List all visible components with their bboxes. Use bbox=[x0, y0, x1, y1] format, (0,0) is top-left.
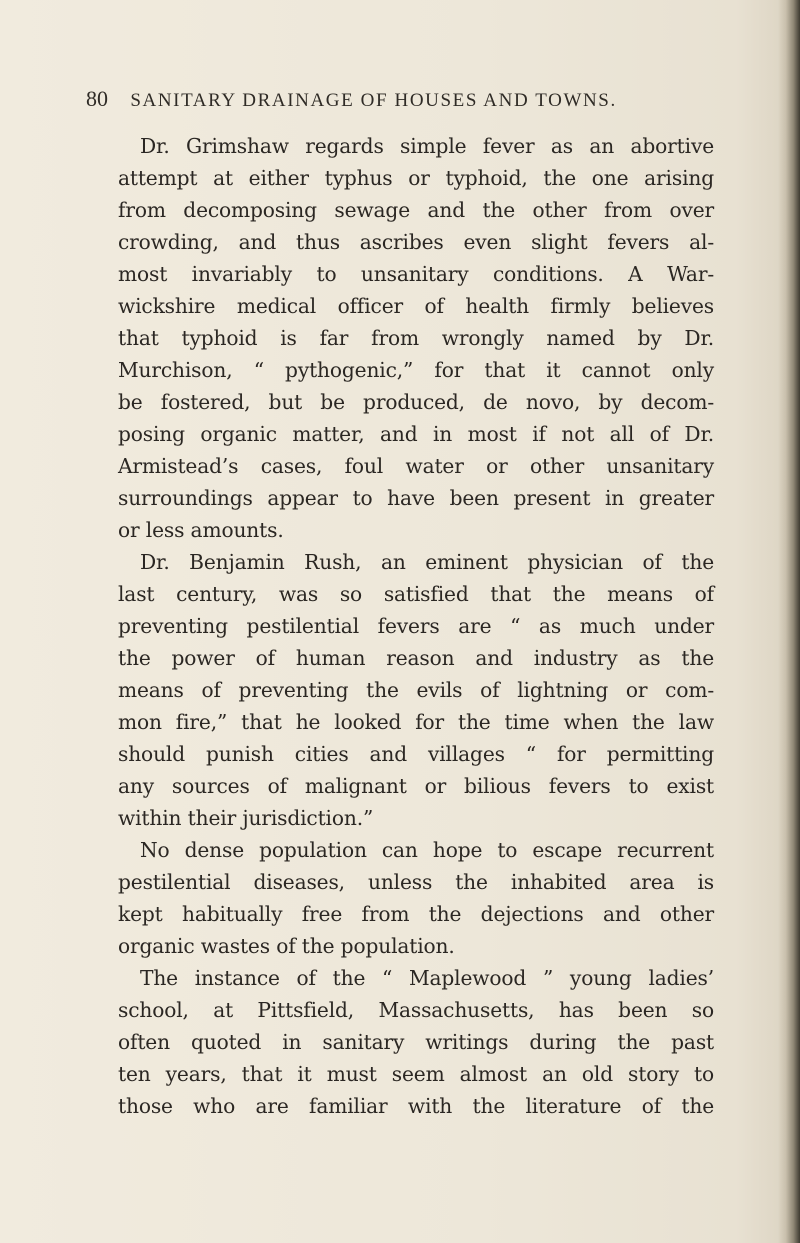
text-line: pestilential diseases, unless the inhabited area is bbox=[118, 870, 714, 894]
text-line: be fostered, but be produced, de novo, by decom- bbox=[118, 390, 714, 414]
text-line: most invariably to unsanitary conditions. A War- bbox=[118, 262, 714, 286]
text-line: ten years, that it must seem almost an old story to bbox=[118, 1062, 714, 1086]
body-text bbox=[118, 130, 714, 1122]
running-title: SANITARY DRAINAGE OF HOUSES AND TOWNS. bbox=[130, 90, 617, 111]
text-line: kept habitually free from the dejections and other bbox=[118, 902, 714, 926]
text-line: means of preventing the evils of lightning or com- bbox=[118, 678, 714, 702]
page-edge-shadow bbox=[778, 0, 800, 1243]
text-line: last century, was so satisfied that the means of bbox=[118, 582, 714, 606]
text-line: that typhoid is far from wrongly named by Dr. bbox=[118, 326, 714, 350]
text-line: should punish cities and villages “ for permitting bbox=[118, 742, 714, 766]
text-line: often quoted in sanitary writings during the past bbox=[118, 1030, 714, 1054]
text-line: the power of human reason and industry as the bbox=[118, 646, 714, 670]
text-line: Dr. Benjamin Rush, an eminent physician of the bbox=[140, 550, 714, 574]
text-line: within their jurisdiction.” bbox=[118, 806, 374, 830]
text-line: from decomposing sewage and the other from over bbox=[118, 198, 714, 222]
page-number: 80 bbox=[86, 86, 108, 111]
text-line: Armistead’s cases, foul water or other unsanitary bbox=[118, 454, 714, 478]
text-line: posing organic matter, and in most if not all of Dr. bbox=[118, 422, 714, 446]
running-header bbox=[86, 86, 726, 112]
text-line: any sources of malignant or bilious fevers to exist bbox=[118, 774, 714, 798]
text-line: wickshire medical officer of health firmly believes bbox=[118, 294, 714, 318]
text-line: school, at Pittsfield, Massachusetts, has been so bbox=[118, 998, 714, 1022]
text-line: those who are familiar with the literature of the bbox=[118, 1094, 714, 1118]
text-line: No dense population can hope to escape recurrent bbox=[140, 838, 714, 862]
text-line: attempt at either typhus or typhoid, the one arising bbox=[118, 166, 714, 190]
text-line: The instance of the “ Maplewood ” young ladies’ bbox=[140, 966, 714, 990]
text-line: Murchison, “ pythogenic,” for that it cannot only bbox=[118, 358, 714, 382]
text-line: Dr. Grimshaw regards simple fever as an abortive bbox=[140, 134, 714, 158]
text-line: organic wastes of the population. bbox=[118, 934, 455, 958]
text-line: preventing pestilential fevers are “ as much under bbox=[118, 614, 714, 638]
text-line: or less amounts. bbox=[118, 518, 284, 542]
text-line: mon fire,” that he looked for the time when the law bbox=[118, 710, 714, 734]
text-line: surroundings appear to have been present in greater bbox=[118, 486, 714, 510]
text-line: crowding, and thus ascribes even slight fevers al- bbox=[118, 230, 714, 254]
